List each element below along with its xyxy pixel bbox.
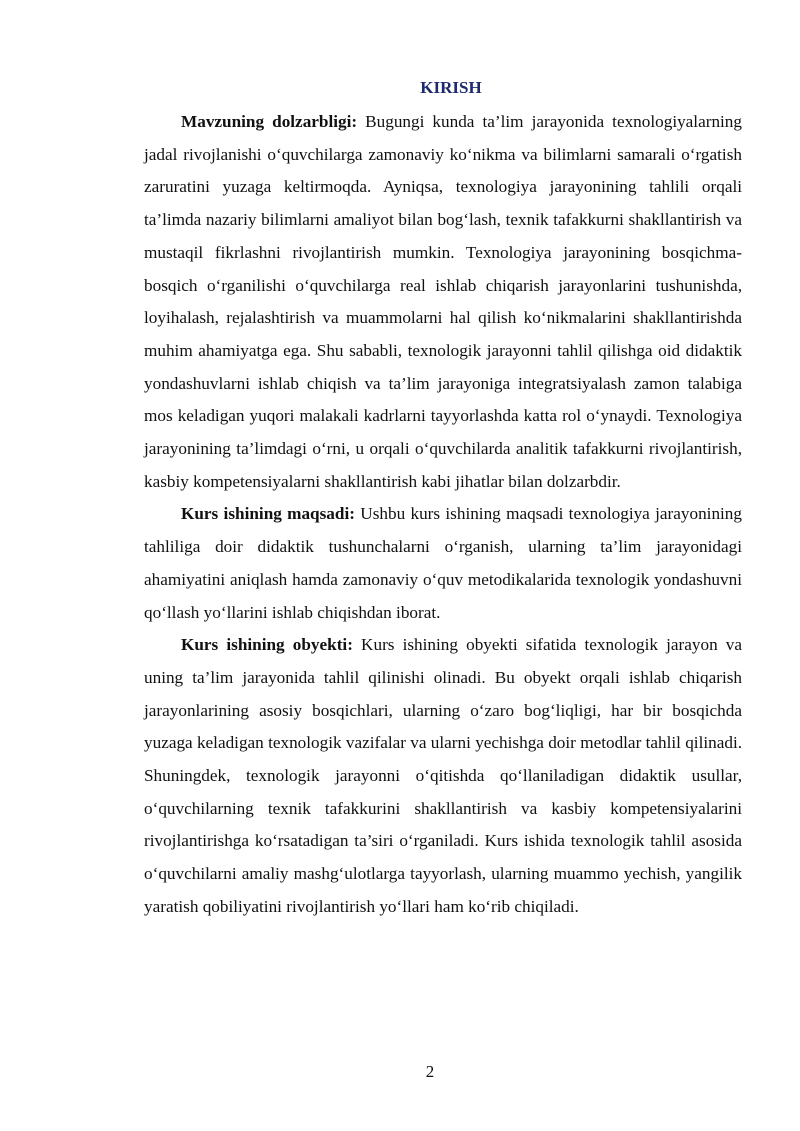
paragraph-goal [144,498,742,629]
document-page [144,74,742,924]
paragraph-lead-relevance: Mavzuning dolzarbligi: [181,112,358,131]
paragraph-lead-goal: Kurs ishining maqsadi: [181,504,355,524]
paragraph-body-relevance: Bugungi kunda ta’lim jarayonida texnologiyalarning jadal rivojlanishi o‘quvchilarga zamonaviy ko‘nikma va bilimlarni samarali o‘rgatish zaruratini yuzaga keltirmoqda. Ayniqsa, texnologiya jarayonining tahlili orqali ta’limda nazariy bilimlarni amaliyot bilan bog‘lash, texnik tafakkurni shakllantirish va mustaqil fikrlashni rivojlantirish mumkin. Texnologiya jarayonining bosqichma-bosqich o‘rganilishi o‘quvchilarga real ishlab chiqarish jarayonlarini tushunishda, loyihalash, rejalashtirish va muammolarni hal qilish ko‘nikmalarini shakllantirishda muhim ahamiyatga ega. Shu sababli, texnologik jarayonni tahlil qilishga oid didaktik yondashuvlarni ishlab chiqish va ta’lim jarayoniga integratsiyalash zamon talabiga mos keladigan yuqori malakali kadrlarni tayyorlashda katta rol o‘ynaydi. Texnologiya jarayonining ta’limdagi o‘rni, u orqali o‘quvchilarda analitik tafakkurni rivojlantirish, kasbiy kompetensiyalarni shakllantirish kabi jihatlar bilan dolzarbdir. [144,112,742,491]
paragraph-object [144,629,742,923]
page-number: 2 [425,1062,435,1081]
paragraph-body-goal: Ushbu kurs ishining maqsadi texnologiya jarayonining tahliliga doir didaktik tushunchalarni o‘rganish, ularning ta’lim jarayonidagi ahamiyatini aniqlash hamda zamonaviy o‘quv metodikalarida texnologik yondashuvni qo‘llash yo‘llarini ishlab chiqishdan iborat. [144,504,742,622]
paragraph-relevance [144,106,742,498]
paragraph-lead-object: Kurs ishining obyekti: [181,635,353,655]
section-title: KIRISH [420,78,482,97]
paragraph-body-object: Kurs ishining obyekti sifatida texnologik jarayon va uning ta’lim jarayonida tahlil qilinishi olinadi. Bu obyekt orqali ishlab chiqarish jarayonlarining asosiy bosqichlari, ularning o‘zaro bog‘liqligi, har bir bosqichda yuzaga keladigan texnologik vazifalar va ularni yechishga doir metodlar tahlil qilinadi. Shuningdek, texnologik jarayonni o‘qitishda qo‘llaniladigan didaktik usullar, o‘quvchilarning texnik tafakkurini shakllantirish va kasbiy kompetensiyalarini rivojlantirishga ko‘rsatadigan ta’siri o‘rganiladi. Kurs ishida texnologik tahlil asosida o‘quvchilarni amaliy mashg‘ulotlarga tayyorlash, ularning muammo yechish, yangilik yaratish qobiliyatini rivojlantirish yo‘llari ham ko‘rib chiqiladi. [144,635,743,916]
